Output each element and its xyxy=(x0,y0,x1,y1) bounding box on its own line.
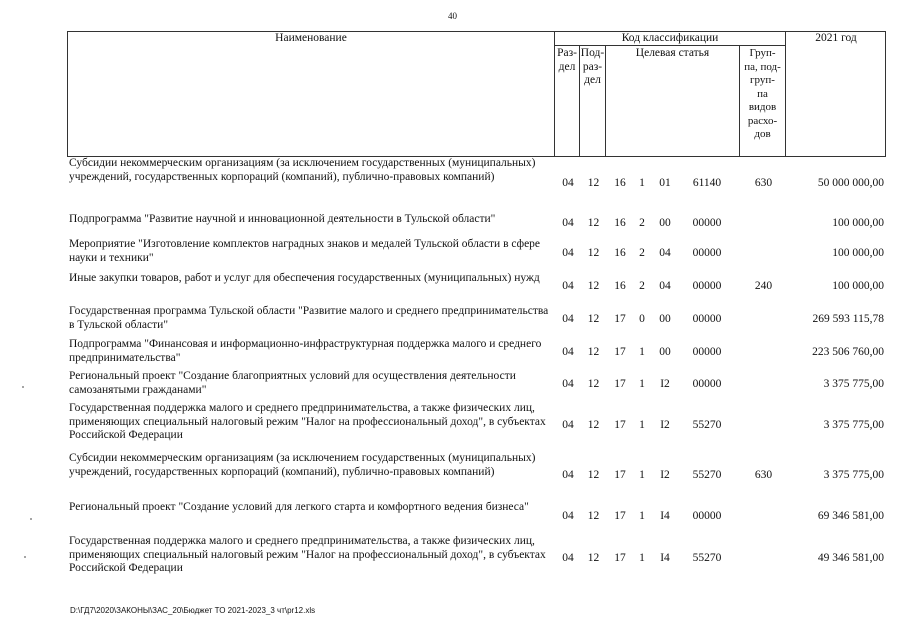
table-row xyxy=(69,213,884,235)
header-divider xyxy=(605,45,606,157)
row-amount: 50 000 000,00 xyxy=(817,177,884,189)
row-code-r: 04 xyxy=(562,217,574,229)
row-name: Региональный проект "Создание благоприятных условий для осуществления деятельности самозанятыми гражданами" xyxy=(69,370,516,396)
row-code-g: 630 xyxy=(754,177,773,189)
row-amount: 223 506 760,00 xyxy=(812,346,884,358)
row-code-t4: 00000 xyxy=(692,217,722,229)
row-code-t2: 1 xyxy=(639,177,645,189)
row-name: Государственная поддержка малого и среднего предпринимательства, а также физических лиц, применяющих специальный налоговый режим "Налог на профессиональный доход", в субъектах Российской Федерации xyxy=(69,402,546,441)
row-name: Подпрограмма "Финансовая и информационно-инфраструктурная поддержка малого и среднего предпринимательства" xyxy=(69,338,542,364)
table-row xyxy=(69,452,884,499)
row-code-r: 04 xyxy=(562,177,574,189)
row-code-t3: 00 xyxy=(659,313,671,325)
row-code-t2: 2 xyxy=(639,217,645,229)
row-code-r: 04 xyxy=(562,247,574,259)
row-code-t4: 55270 xyxy=(692,469,722,481)
table-row xyxy=(69,501,884,532)
row-code-t1: 16 xyxy=(614,217,626,229)
row-code-t1: 17 xyxy=(614,346,626,358)
scan-speck xyxy=(24,556,26,558)
row-code-g: 630 xyxy=(754,469,773,481)
row-name: Иные закупки товаров, работ и услуг для обеспечения государственных (муниципальных) нужд xyxy=(69,272,540,284)
row-code-t2: 1 xyxy=(639,510,645,522)
row-code-p: 12 xyxy=(587,177,600,189)
row-code-t3: 04 xyxy=(659,247,671,259)
header-code: Код классификации xyxy=(621,32,719,44)
row-code-p: 12 xyxy=(587,510,600,522)
row-code-r: 04 xyxy=(562,378,574,390)
row-code-t3: 00 xyxy=(659,346,671,358)
row-amount: 69 346 581,00 xyxy=(817,510,884,522)
row-code-t2: 1 xyxy=(639,419,645,431)
row-name: Подпрограмма "Развитие научной и инновационной деятельности в Тульской области" xyxy=(69,213,496,225)
header-razdel: Раз- дел xyxy=(557,47,577,73)
row-code-p: 12 xyxy=(587,217,600,229)
header-divider xyxy=(785,31,786,157)
row-code-t3: I2 xyxy=(660,419,670,431)
table-row xyxy=(69,402,884,449)
row-code-p: 12 xyxy=(587,419,600,431)
row-code-t3: I2 xyxy=(660,378,670,390)
row-code-t2: 2 xyxy=(639,280,645,292)
row-amount: 269 593 115,78 xyxy=(812,313,884,325)
row-code-r: 04 xyxy=(562,552,574,564)
row-code-t2: 1 xyxy=(639,552,645,564)
row-code-t4: 55270 xyxy=(692,419,722,431)
header-divider xyxy=(579,45,580,157)
row-code-t2: 0 xyxy=(639,313,645,325)
table-row xyxy=(69,535,884,582)
row-code-t1: 17 xyxy=(614,469,626,481)
row-code-t1: 17 xyxy=(614,419,626,431)
row-code-t3: 00 xyxy=(659,217,671,229)
row-code-t3: 01 xyxy=(659,177,671,189)
row-amount: 3 375 775,00 xyxy=(823,419,884,431)
row-code-t4: 00000 xyxy=(692,378,722,390)
row-amount: 100 000,00 xyxy=(832,217,884,229)
row-code-p: 12 xyxy=(587,313,600,325)
row-code-t4: 00000 xyxy=(692,247,722,259)
row-code-t4: 00000 xyxy=(692,510,722,522)
row-name: Государственная поддержка малого и среднего предпринимательства, а также физических лиц, применяющих специальный налоговый режим "Налог на профессиональный доход", в субъектах Российской Федерации xyxy=(69,535,546,574)
row-code-t4: 00000 xyxy=(692,280,722,292)
row-code-t2: 1 xyxy=(639,346,645,358)
row-code-r: 04 xyxy=(562,346,574,358)
table-row xyxy=(69,157,884,211)
header-divider xyxy=(739,45,740,157)
row-name: Субсидии некоммерческим организациям (за исключением государственных (муниципальных) учреждений, государственных корпораций (компаний), публично-правовых компаний) xyxy=(69,157,536,183)
row-code-t1: 16 xyxy=(614,247,626,259)
row-code-t4: 55270 xyxy=(692,552,722,564)
row-name: Государственная программа Тульской области "Развитие малого и среднего предпринимательства в Тульской области" xyxy=(69,305,549,331)
page-number: 40 xyxy=(448,11,457,21)
scan-speck xyxy=(22,386,24,388)
row-amount: 49 346 581,00 xyxy=(817,552,884,564)
row-code-t1: 17 xyxy=(614,313,626,325)
header-target: Целевая статья xyxy=(635,47,710,59)
row-code-p: 12 xyxy=(587,378,600,390)
header-divider xyxy=(554,45,785,46)
row-amount: 100 000,00 xyxy=(832,247,884,259)
row-code-t4: 00000 xyxy=(692,313,722,325)
row-code-t1: 16 xyxy=(614,280,626,292)
row-code-p: 12 xyxy=(587,280,600,292)
table-row xyxy=(69,238,884,269)
table-row xyxy=(69,272,884,302)
row-name: Региональный проект "Создание условий для легкого старта и комфортного ведения бизнеса" xyxy=(69,501,529,513)
header-divider xyxy=(554,31,555,157)
row-code-r: 04 xyxy=(562,419,574,431)
table-row xyxy=(69,370,884,400)
header-year: 2021 год xyxy=(815,32,857,44)
row-code-t1: 17 xyxy=(614,552,626,564)
row-code-r: 04 xyxy=(562,280,574,292)
row-code-p: 12 xyxy=(587,552,600,564)
header-podrazdel: Под- раз- дел xyxy=(580,47,605,86)
row-code-p: 12 xyxy=(587,469,600,481)
header-group: Груп- па, под- груп- па видов расхо- дов xyxy=(744,47,781,140)
row-code-t1: 17 xyxy=(614,510,626,522)
row-code-r: 04 xyxy=(562,313,574,325)
row-code-t3: I2 xyxy=(660,469,670,481)
file-path: D:\ГД7\2020\ЗАКОНЫ\ЗАС_20\Бюджет ТО 2021-2023_3 чт\pr12.xls xyxy=(70,606,316,615)
table-row xyxy=(69,305,884,335)
row-code-p: 12 xyxy=(587,247,600,259)
row-name: Субсидии некоммерческим организациям (за исключением государственных (муниципальных) учреждений, государственных корпораций (компаний), публично-правовых компаний) xyxy=(69,452,536,478)
table-header xyxy=(67,31,886,157)
header-name: Наименование xyxy=(275,32,347,44)
table-row xyxy=(69,338,884,368)
row-code-t3: 04 xyxy=(659,280,671,292)
row-code-t2: 1 xyxy=(639,378,645,390)
row-code-g: 240 xyxy=(754,280,773,292)
scan-speck xyxy=(30,518,32,520)
row-code-t4: 00000 xyxy=(692,346,722,358)
row-code-t2: 2 xyxy=(639,247,645,259)
row-code-t3: I4 xyxy=(660,510,670,522)
row-amount: 3 375 775,00 xyxy=(823,469,884,481)
row-code-r: 04 xyxy=(562,510,574,522)
row-code-t1: 17 xyxy=(614,378,626,390)
row-code-t3: I4 xyxy=(660,552,670,564)
row-code-t4: 61140 xyxy=(692,177,722,189)
row-code-t2: 1 xyxy=(639,469,645,481)
row-code-t1: 16 xyxy=(614,177,626,189)
row-amount: 3 375 775,00 xyxy=(823,378,884,390)
row-code-p: 12 xyxy=(587,346,600,358)
row-amount: 100 000,00 xyxy=(832,280,884,292)
row-name: Мероприятие "Изготовление комплектов наградных знаков и медалей Тульской области в сфере науки и техники" xyxy=(69,238,541,264)
row-code-r: 04 xyxy=(562,469,574,481)
